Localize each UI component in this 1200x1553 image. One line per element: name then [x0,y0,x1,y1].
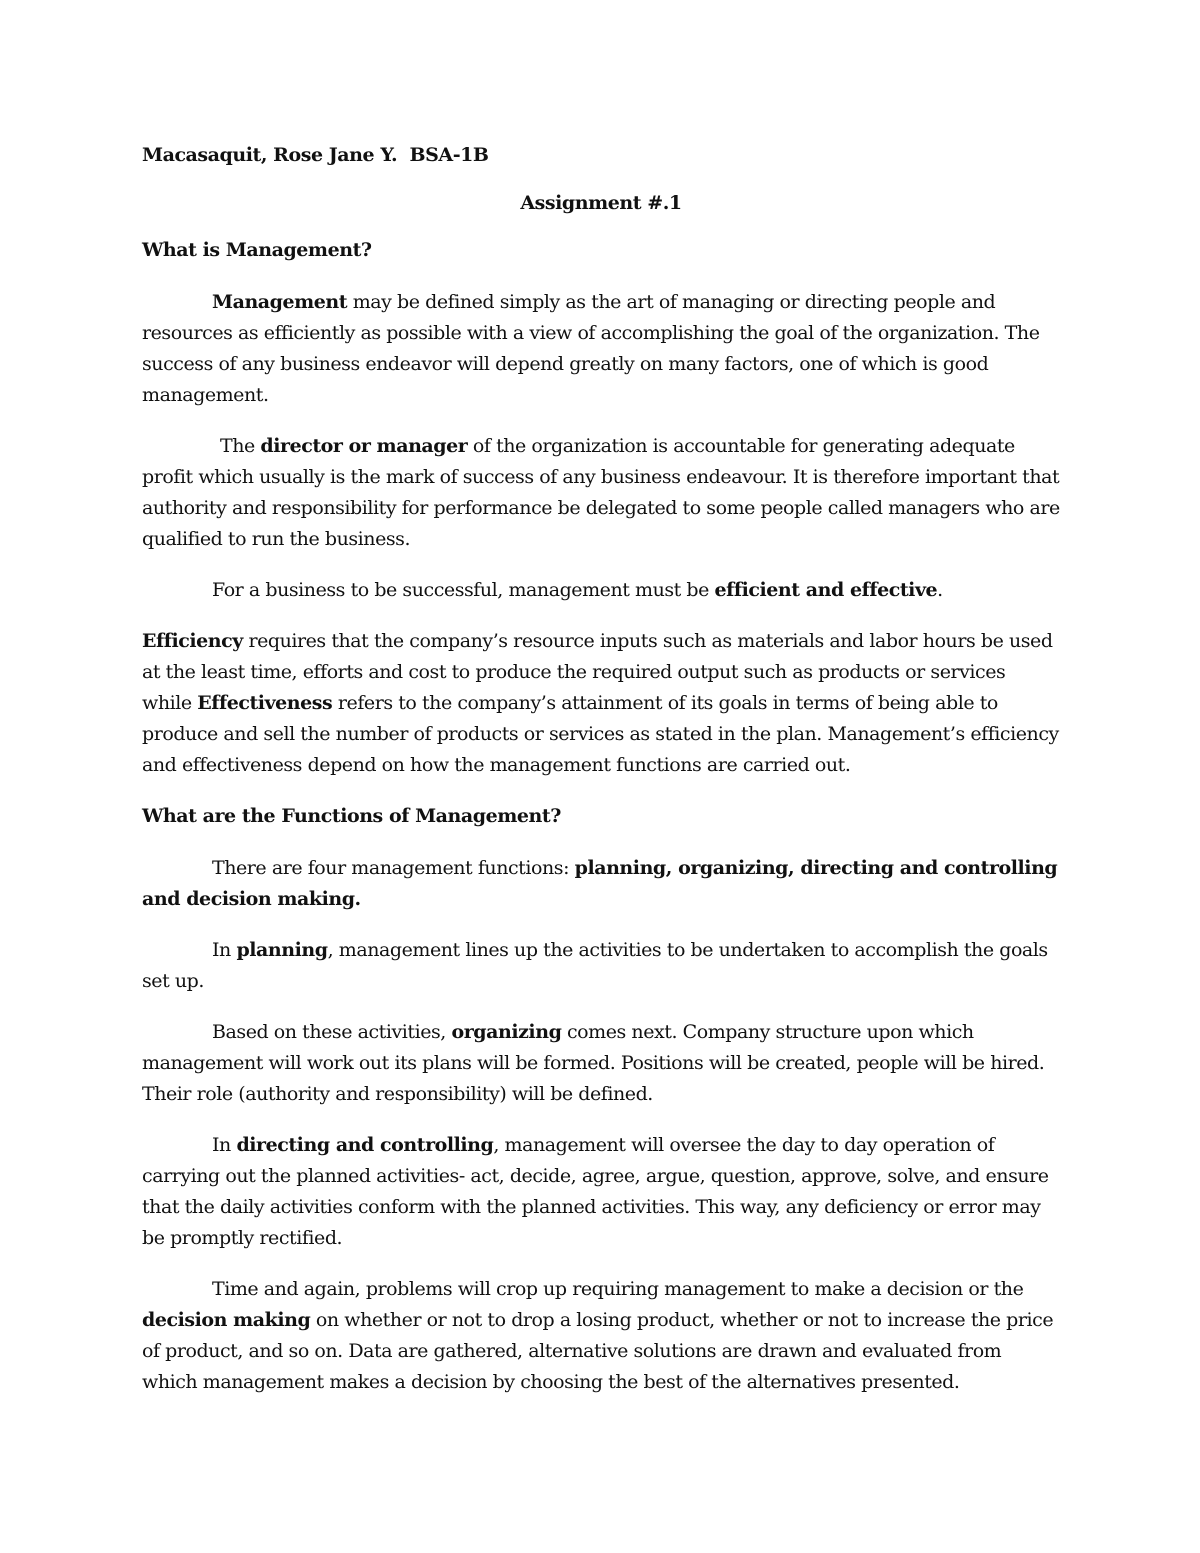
student-header [142,140,1060,171]
section-heading-functions: What are the Functions of Management? [142,805,561,827]
paragraph-efficient-effective: For a business to be successful, management must be efficient and effective. [212,579,943,601]
paragraph-organizing: Based on these activities, organizing comes next. Company structure upon which management will work out its plans will be formed. Positions will be created, people will be hired. Their role (authority and responsibility) will be defined. [142,1021,1045,1105]
term-decision-making: decision making [142,1309,311,1331]
term-directing-and-controlling: directing and controlling [236,1134,494,1156]
document-page [142,140,1060,1418]
student-name: Macasaquit, Rose Jane Y. [142,144,398,166]
term-efficiency: Efficiency [142,630,243,652]
paragraph-management-definition: Management may be defined simply as the art of managing or directing people and resources as efficiently as possible with a view of accomplishing the goal of the organization. The success of any business endeavor will depend greatly on many factors, one of which is good management. [142,291,1040,406]
assignment-title: Assignment #.1 [520,192,682,214]
term-management: Management [212,291,348,313]
section-heading-management: What is Management? [142,239,372,261]
paragraph-planning: In planning, management lines up the activities to be undertaken to accomplish the goals set up. [142,939,1048,992]
term-efficient-and-effective: efficient and effective [714,579,938,601]
paragraph-efficiency-effectiveness: Efficiency requires that the company’s resource inputs such as materials and labor hours be used at the least time, efforts and cost to produce the required output such as products or services while Effectiveness refers to the company’s attainment of its goals in terms of being able to produce and sell the number of products or services as stated in the plan. Management’s efficiency and effectiveness depend on how the management functions are carried out. [142,630,1059,776]
paragraph-directing-controlling: In directing and controlling, management will oversee the day to day operation of carrying out the planned activities- act, decide, agree, argue, question, approve, solve, and ensure that the daily activities conform with the planned activities. This way, any deficiency or error may be promptly rectified. [142,1134,1049,1249]
paragraph-decision-making: Time and again, problems will crop up requiring management to make a decision or the decision making on whether or not to drop a losing product, whether or not to increase the price of product, and so on. Data are gathered, alternative solutions are drawn and evaluated from which management makes a decision by choosing the best of the alternatives presented. [142,1278,1054,1393]
student-section: BSA-1B [409,144,489,166]
term-planning: planning [236,939,328,961]
paragraph-director-manager: The director or manager of the organization is accountable for generating adequate profit which usually is the mark of success of any business endeavour. It is therefore important that authority and responsibility for performance be delegated to some people called managers who are qualified to run the business. [142,435,1060,550]
paragraph-four-functions: There are four management functions: planning, organizing, directing and controlling and decision making. [142,857,1058,910]
term-director-or-manager: director or manager [260,435,468,457]
term-effectiveness: Effectiveness [197,692,333,714]
term-organizing: organizing [451,1021,562,1043]
term-functions-list: planning, organizing, directing and controlling and decision making. [142,857,1058,910]
